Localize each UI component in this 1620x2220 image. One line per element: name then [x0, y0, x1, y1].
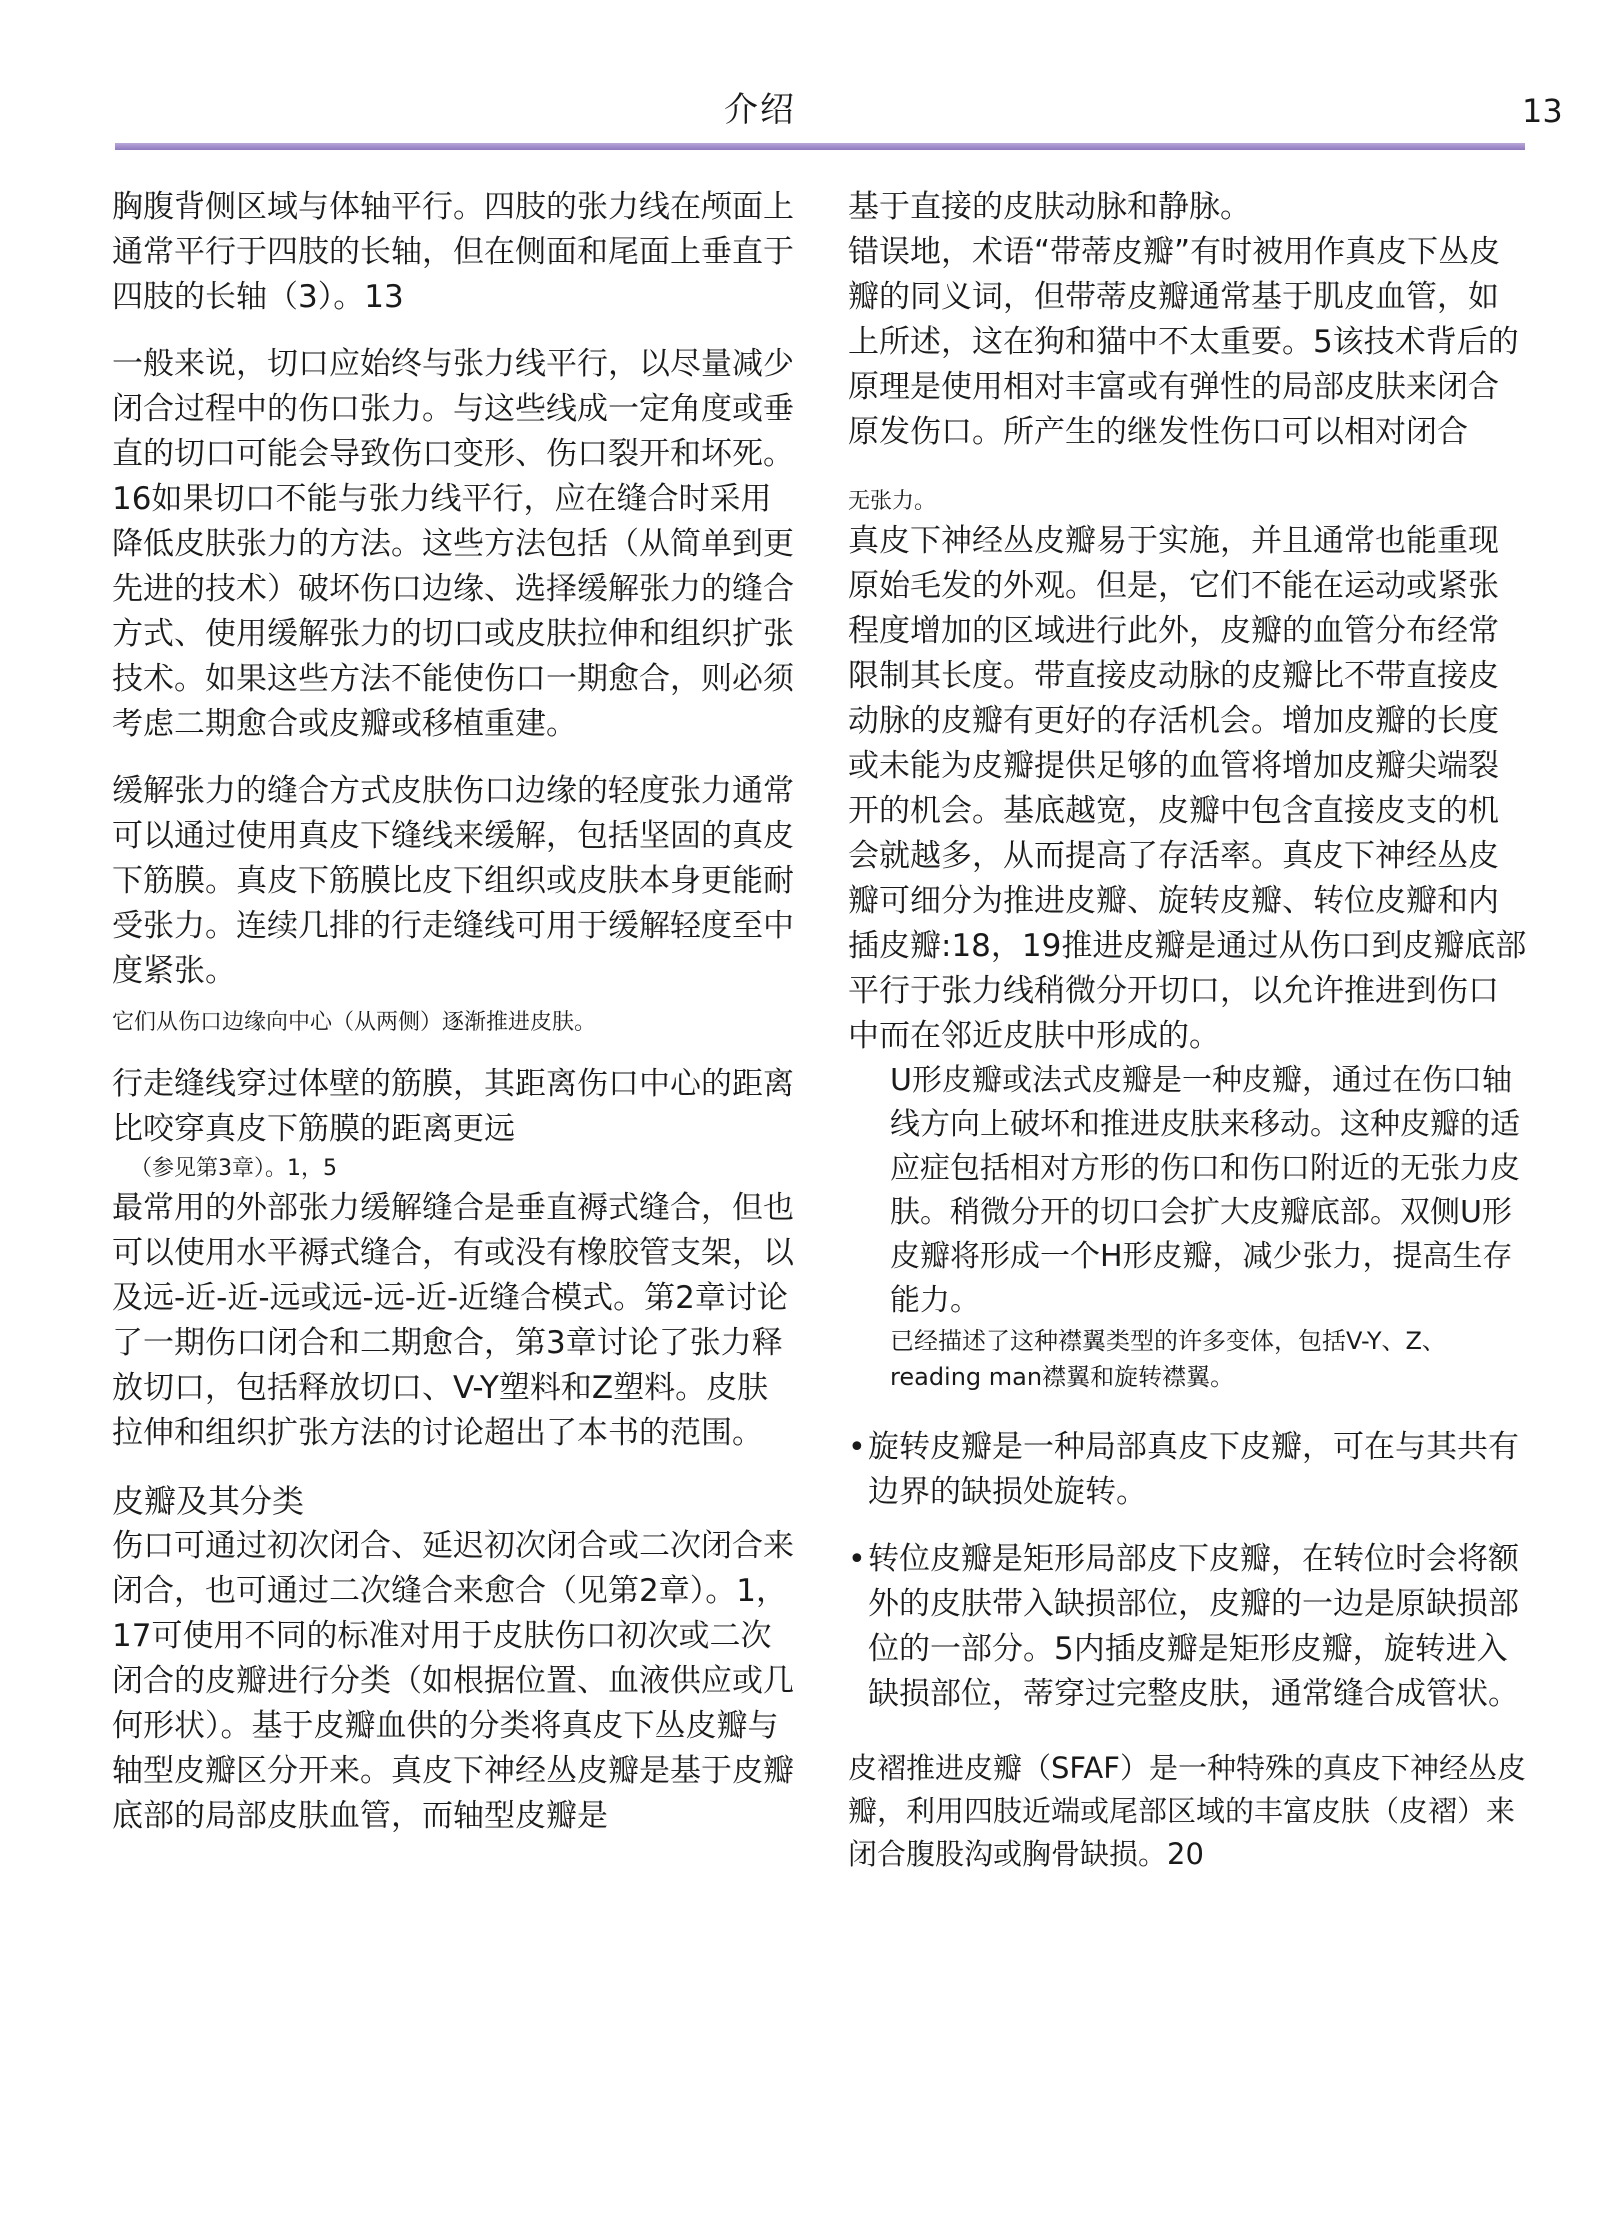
- bullet-transposition-flap: [848, 1537, 1528, 1717]
- page-number: 13: [1522, 92, 1563, 130]
- paragraph-u-flap: U形皮瓣或法式皮瓣是一种皮瓣，通过在伤口轴线方向上破坏和推进皮肤来移动。这种皮瓣的适应症包括相对方形的伤口和伤口附近的无张力皮肤。稍微分开的切口会扩大皮瓣底部。双侧U形皮瓣将形成一个H形皮瓣，减少张力，提高生存能力。: [890, 1063, 1520, 1318]
- paragraph-flap-classification: 伤口可通过初次闭合、延迟初次闭合或二次闭合来闭合，也可通过二次缝合来愈合（见第2章）。1，17可使用不同的标准对用于皮肤伤口初次或二次闭合的皮瓣进行分类（如根据位置、血液供应或几何形状）。基于皮瓣血供的分类将真皮下丛皮瓣与轴型皮瓣区分开来。真皮下神经丛皮瓣是基于皮瓣底部的局部皮肤血管，而轴型皮瓣是: [112, 1528, 794, 1834]
- paragraph-walking-sutures: 行走缝线穿过体壁的筋膜，其距离伤口中心的距离比咬穿真皮下筋膜的距离更远: [112, 1066, 794, 1147]
- paragraph-skin-fold-advancement-flap: 皮褶推进皮瓣（SFAF）是一种特殊的真皮下神经丛皮瓣，利用四肢近端或尾部区域的丰富皮肤（皮褶）来闭合腹股沟或胸骨缺损。20: [848, 1751, 1526, 1871]
- paragraph-pedicle-flap: 错误地，术语“带蒂皮瓣”有时被用作真皮下丛皮瓣的同义词，但带蒂皮瓣通常基于肌皮血管，如上所述，这在狗和猫中不太重要。5该技术背后的原理是使用相对丰富或有弹性的局部皮肤来闭合原发伤口。所产生的继发性伤口可以相对闭合: [848, 234, 1519, 450]
- note-see-chapter-3: （参见第3章）。1，5: [130, 1156, 337, 1181]
- paragraph-tension-lines: 胸腹背侧区域与体轴平行。四肢的张力线在颅面上通常平行于四肢的长轴，但在侧面和尾面上垂直于四肢的长轴（3）。13: [112, 189, 794, 315]
- section-heading-flaps: 皮瓣及其分类: [112, 1482, 305, 1520]
- running-header-title: 介绍: [724, 90, 796, 130]
- paragraph-tension-sutures: 缓解张力的缝合方式皮肤伤口边缘的轻度张力通常可以通过使用真皮下缝线来缓解，包括坚固的真皮下筋膜。真皮下筋膜比皮下组织或皮肤本身更能耐受张力。连续几排的行走缝线可用于缓解轻度至中度紧张。: [112, 773, 794, 989]
- right-column: [848, 185, 1528, 1876]
- bullet-dot-icon: •: [848, 1542, 866, 1577]
- header-rule: [115, 143, 1525, 150]
- paragraph-external-sutures: 最常用的外部张力缓解缝合是垂直褥式缝合，但也可以使用水平褥式缝合，有或没有橡胶管支架，以及远-近-近-远或远-远-近-近缝合模式。第2章讨论了一期伤口闭合和二期愈合，第3章讨论了张力释放切口，包括释放切口、V-Y塑料和Z塑料。皮肤拉伸和组织扩张方法的讨论超出了本书的范围。: [112, 1190, 794, 1451]
- left-column: [112, 185, 794, 1839]
- paragraph-incisions: 一般来说，切口应始终与张力线平行，以尽量减少闭合过程中的伤口张力。与这些线成一定角度或垂直的切口可能会导致伤口变形、伤口裂开和坏死。16如果切口不能与张力线平行，应在缝合时采用降低皮肤张力的方法。这些方法包括（从简单到更先进的技术）破坏伤口边缘、选择缓解张力的缝合方式、使用缓解张力的切口或皮肤拉伸和组织扩张技术。如果这些方法不能使伤口一期愈合，则必须考虑二期愈合或皮瓣或移植重建。: [112, 346, 794, 742]
- bullet-transposition-flap-text: 转位皮瓣是矩形局部皮下皮瓣，在转位时会将额外的皮肤带入缺损部位，皮瓣的一边是原缺损部位的一部分。5内插皮瓣是矩形皮瓣，旋转进入缺损部位，蒂穿过完整皮肤，通常缝合成管状。: [868, 1541, 1519, 1712]
- note-advance-skin: 它们从伤口边缘向中心（从两侧）逐渐推进皮肤。: [112, 1010, 597, 1035]
- paragraph-direct-arteries: 基于直接的皮肤动脉和静脉。: [848, 189, 1251, 225]
- bullet-rotation-flap: [848, 1425, 1528, 1515]
- bullet-dot-icon: •: [848, 1430, 866, 1465]
- bullet-rotation-flap-text: 旋转皮瓣是一种局部真皮下皮瓣，可在与其共有边界的缺损处旋转。: [868, 1429, 1519, 1510]
- paragraph-subdermal-plexus-flaps: 真皮下神经丛皮瓣易于实施，并且通常也能重现原始毛发的外观。但是，它们不能在运动或紧张程度增加的区域进行此外，皮瓣的血管分布经常限制其长度。带直接皮动脉的皮瓣比不带直接皮动脉的皮瓣有更好的存活机会。增加皮瓣的长度或未能为皮瓣提供足够的血管将增加皮瓣尖端裂开的机会。基底越宽，皮瓣中包含直接皮支的机会就越多，从而提高了存活率。真皮下神经丛皮瓣可细分为推进皮瓣、旋转皮瓣、转位皮瓣和内插皮瓣:18，19推进皮瓣是通过从伤口到皮瓣底部平行于张力线稍微分开切口，以允许推进到伤口中而在邻近皮肤中形成的。: [848, 523, 1527, 1054]
- note-flap-variants: 已经描述了这种襟翼类型的许多变体，包括V-Y、Z、reading man襟翼和旋转襟翼。: [890, 1327, 1446, 1391]
- note-tension-free: 无张力。: [848, 489, 937, 514]
